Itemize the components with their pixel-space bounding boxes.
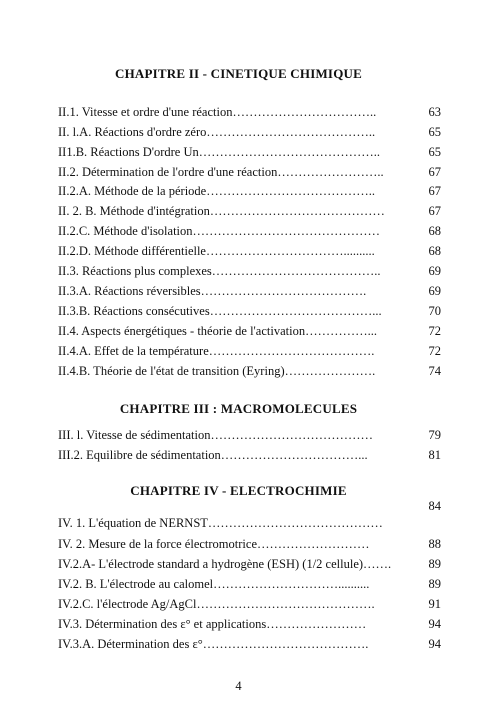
toc-entry [58,446,441,464]
toc-entry [58,595,441,613]
toc-entry-page: 68 [428,244,441,258]
toc-entry [58,143,441,161]
toc-entry-label: IV.2. B. L'électrode au calomel………………………….......... [58,577,370,591]
toc-entry [58,322,441,340]
toc-entry [58,535,441,553]
chapter-3-heading: CHAPITRE III : MACROMOLECULES [119,401,358,416]
toc-entry [58,182,441,200]
toc-entry-page: 94 [428,637,441,651]
toc-entry [58,615,441,633]
toc-entry [58,426,441,444]
toc-entry [58,342,441,360]
toc-entry [58,123,441,141]
toc-entry-page: 68 [428,224,441,238]
toc-entry-page: 67 [428,204,441,218]
toc-entry-label: IV.3.A. Détermination des ε°…………………………………. [58,637,369,651]
toc-entry-label: IV. 2. Mesure de la force électromotrice……………………… [58,537,370,551]
toc-entry-label: IV. 1. L'équation de NERNST…………………………………… [58,516,383,530]
toc-entry-page: 70 [428,304,441,318]
toc-entry [58,282,441,300]
toc-entry-page: 74 [428,364,441,378]
page-number: 4 [235,679,242,693]
chapter-2-heading: CHAPITRE II - CINETIQUE CHIMIQUE [115,66,362,81]
toc-entry-label: II.2.A. Méthode de la période………………………………….. [58,184,375,198]
toc-entry-label: II.2.D. Méthode différentielle…………………………….......... [58,244,375,258]
toc-entry [58,163,441,181]
toc-entry [58,555,441,573]
toc-entry-page: 91 [428,597,441,611]
toc-entry [58,262,441,280]
toc-entry-label: II.4.B. Théorie de l'état de transition (Eyring)…………………. [58,364,376,378]
toc-entry-label: II.1. Vitesse et ordre d'une réaction…………………………….. [58,105,377,119]
toc-entry [58,242,441,260]
toc-entry-page: 81 [428,448,441,462]
toc-entry-page: 63 [428,105,441,119]
toc-entry-page: 65 [428,125,441,139]
toc-entry [58,362,441,380]
toc-entry-page: 89 [428,577,441,591]
toc-entry-label: III. l. Vitesse de sédimentation………………………………… [58,428,373,442]
toc-entry-label: II.4.A. Effet de la température…………………………………. [58,344,375,358]
toc-entry-page: 94 [428,617,441,631]
toc-entry-page: 69 [428,264,441,278]
toc-entry [58,202,441,220]
toc-entry-label: IV.3. Détermination des ε° et applications…………………… [58,617,367,631]
toc-entry-page: 84 [428,499,441,513]
toc-entry [58,499,441,530]
toc-entry-page: 65 [428,145,441,159]
toc-entry-page: 88 [428,537,441,551]
toc-entry-label: II.3.A. Réactions réversibles…………………………………. [58,284,367,298]
toc-entry [58,103,441,121]
toc-entry-page: 67 [428,184,441,198]
toc-entry [58,302,441,320]
toc-entry-page: 67 [428,165,441,179]
toc-entry-page: 69 [428,284,441,298]
toc-entry-page: 72 [428,324,441,338]
toc-entry [58,635,441,653]
toc-entry-label: II.3.B. Réactions consécutives…………………………………... [58,304,382,318]
toc-entry-label: II.2. Détermination de l'ordre d'une réaction…………………….. [58,165,384,179]
toc-entry-page: 79 [428,428,441,442]
toc-entry-label: II. 2. B. Méthode d'intégration…………………………………… [58,204,385,218]
toc-entry-label: II.3. Réactions plus complexes………………………………….. [58,264,381,278]
toc-entry-label: III.2. Equilibre de sédimentation……………………………... [58,448,368,462]
toc-entry-label: II.4. Aspects énergétiques - théorie de l'activation……………... [58,324,377,338]
chapter-4-heading: CHAPITRE IV - ELECTROCHIMIE [130,483,347,498]
toc-entry-label: II.2.C. Méthode d'isolation……………………………………… [58,224,381,238]
toc-entry-label: IV.2.A- L'électrode standard a hydrogène (ESH) (1/2 cellule)……. [58,557,392,571]
toc-entry-label: II. l.A. Réactions d'ordre zéro………………………………….. [58,125,376,139]
toc-entry-label: II1.B. Réactions D'ordre Un…………………………………….. [58,145,381,159]
toc-entry [58,222,441,240]
toc-entry-label: IV.2.C. l'électrode Ag/AgCl……………………………………. [58,597,375,611]
toc-entry-page: 72 [428,344,441,358]
toc-entry-page: 89 [428,557,441,571]
toc-entry [58,575,441,593]
